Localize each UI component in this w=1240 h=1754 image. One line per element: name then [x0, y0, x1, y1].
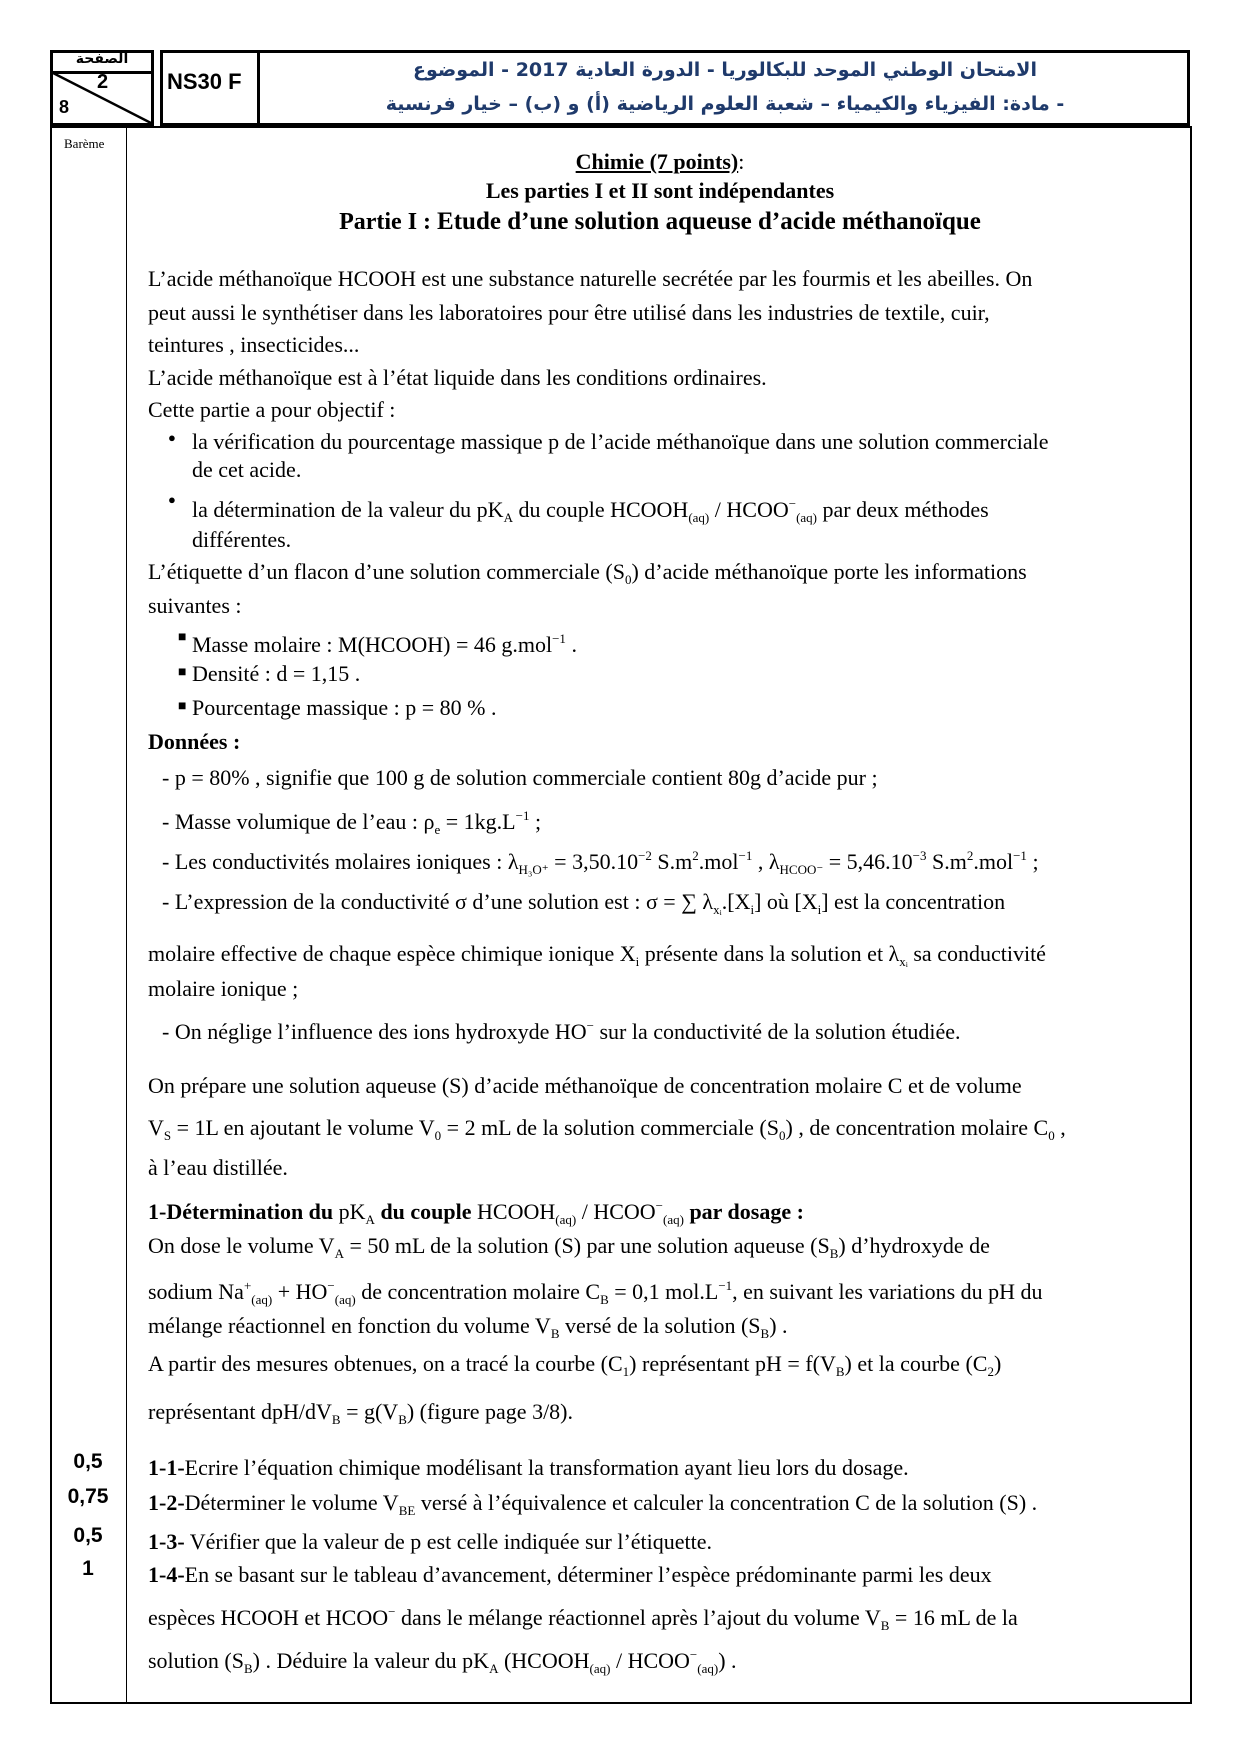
square-bullet-icon: ■	[178, 665, 187, 680]
exam-title-line1: الامتحان الوطني الموحد للبكالوريا - الدورة العادية 2017 - الموضوع	[413, 59, 1037, 81]
text-segment: du couple HCOOH	[512, 497, 689, 522]
text-segment: .	[565, 632, 577, 657]
subscript: (aq)	[697, 1661, 719, 1676]
text-segment: ) et la courbe (C	[844, 1351, 988, 1376]
text-segment: dans le mélange réactionnel après l’ajout du volume V	[395, 1605, 881, 1630]
text-segment: - p = 80% , signifie que 100 g de solution commerciale contient 80g d’acide pur ;	[162, 765, 878, 790]
text-segment: / HCOO	[709, 497, 789, 522]
text-segment: ] où [X	[754, 889, 818, 914]
text-segment: ) .	[718, 1648, 737, 1673]
text-segment: molaire effective de chaque espèce chimique ionique X	[148, 941, 636, 966]
subscript: B	[398, 1412, 407, 1427]
subscript: (aq)	[589, 1661, 611, 1676]
exam-title-line2: - مادة: الفيزياء والكيمياء – شعبة العلوم الرياضية (أ) و (ب) – خيار فرنسية	[385, 93, 1065, 115]
text-segment: - Les conductivités molaires ioniques : λ	[162, 849, 519, 874]
text-segment: - On néglige l’influence des ions hydroxyde HO	[162, 1019, 587, 1044]
text-line	[148, 558, 1027, 594]
text-segment: (HCOOH	[498, 1648, 590, 1673]
subscript: (aq)	[663, 1212, 684, 1227]
text-segment: = 1kg.L	[440, 809, 516, 834]
superscript: 2	[966, 848, 974, 863]
text-segment: du couple	[374, 1199, 478, 1224]
text-segment: Etude d’une solution aqueuse d’acide méthanoïque	[437, 208, 981, 235]
superscript: −1	[718, 1278, 733, 1293]
text-segment: Cette partie a pour objectif :	[148, 397, 396, 422]
text-line	[148, 396, 395, 424]
text-segment: molaire ionique ;	[148, 976, 299, 1001]
text-line	[148, 975, 298, 1003]
text-segment: 1-Détermination du	[148, 1199, 339, 1224]
text-segment: Masse molaire : M(HCOOH) = 46 g.mol	[192, 632, 553, 657]
superscript: 2	[692, 848, 699, 863]
text-segment: Données :	[148, 729, 241, 754]
subscript: (aq)	[796, 510, 817, 525]
text-segment: ) .	[769, 1313, 788, 1338]
text-line	[148, 1598, 1018, 1640]
text-segment: = 2 mL de la solution commerciale (S	[441, 1115, 779, 1140]
subscript: 0	[624, 572, 632, 587]
score-1: 0,5	[73, 1450, 103, 1473]
text-segment: :	[738, 149, 745, 174]
text-segment: la détermination de la valeur du pK	[192, 497, 504, 522]
text-segment: ,	[1054, 1115, 1066, 1140]
exam-header	[160, 50, 1190, 126]
text-line	[148, 1072, 1022, 1100]
text-line	[148, 1641, 737, 1683]
text-segment: de concentration molaire C	[355, 1279, 601, 1304]
text-segment: 1-3-	[148, 1529, 185, 1554]
text-line	[192, 625, 577, 659]
text-segment: , en suivant les variations du pH du	[732, 1279, 1043, 1304]
text-segment: ) d’acide méthanoïque porte les informations	[631, 559, 1027, 584]
text-segment: L’étiquette d’un flacon d’une solution commerciale (S	[148, 559, 625, 584]
text-segment: ) , de concentration molaire C	[785, 1115, 1049, 1140]
bullet-icon: ●	[168, 430, 176, 445]
superscript: −	[327, 1278, 335, 1293]
subscript: B	[243, 1661, 253, 1676]
text-segment: = g(V	[340, 1399, 399, 1424]
text-line	[148, 299, 990, 327]
text-segment: suivantes :	[148, 593, 242, 618]
text-line	[130, 148, 1190, 176]
text-segment: peut aussi le synthétiser dans les laboratoires pour être utilisé dans les industries de textile, cuir,	[148, 300, 990, 325]
subscript: B	[600, 1292, 609, 1307]
text-line	[162, 842, 1039, 884]
text-segment: 1-2-	[148, 1490, 185, 1515]
subscript: B	[835, 1364, 845, 1379]
text-segment: Les parties I et II sont indépendantes	[485, 178, 835, 203]
subscript: i	[750, 902, 755, 917]
subscript: A	[334, 1246, 344, 1261]
text-line	[130, 177, 1190, 205]
superscript: −	[689, 1647, 698, 1662]
subscript: e	[434, 822, 441, 837]
subscript: 2	[987, 1364, 994, 1379]
text-segment: Vérifier que la valeur de p est celle indiquée sur l’étiquette.	[184, 1529, 713, 1554]
text-line	[162, 764, 878, 792]
text-line	[192, 490, 989, 532]
text-segment: = 50 mL de la solution (S) par une solution aqueuse (S	[343, 1233, 830, 1258]
text-segment: ) (figure page 3/8).	[406, 1399, 574, 1424]
subscript: H₃O⁺	[518, 862, 549, 877]
text-line	[148, 1192, 804, 1234]
text-line	[148, 1312, 788, 1348]
text-segment: S.m	[926, 849, 967, 874]
text-line	[192, 660, 360, 688]
subscript: S	[163, 1128, 172, 1143]
text-segment: Chimie (7 points)	[575, 149, 739, 174]
superscript: −1	[552, 631, 566, 646]
text-segment: + HO	[272, 1279, 328, 1304]
text-segment: ) d’hydroxyde de	[838, 1233, 990, 1258]
bareme-label: Barème	[64, 136, 105, 151]
text-segment: )	[993, 1351, 1002, 1376]
text-segment: Ecrire l’équation chimique modélisant la transformation ayant lieu lors du dosage.	[184, 1455, 909, 1480]
text-line	[192, 694, 496, 722]
subscript: A	[365, 1212, 375, 1227]
text-line	[162, 802, 541, 844]
score-3: 0,5	[73, 1524, 103, 1547]
subscript: (aq)	[334, 1292, 356, 1307]
text-segment: .[X	[721, 889, 751, 914]
bullet-icon: ●	[168, 492, 176, 507]
text-segment: , λ	[752, 849, 780, 874]
text-segment: .mol	[973, 849, 1014, 874]
text-segment: représentant dpH/dV	[148, 1399, 332, 1424]
text-segment: teintures , insecticides...	[148, 332, 360, 357]
square-bullet-icon: ■	[178, 699, 187, 714]
text-line	[148, 1454, 909, 1482]
page-number-box	[50, 50, 154, 126]
subscript: 1	[622, 1364, 630, 1379]
text-segment: Densité : d = 1,15 .	[192, 661, 361, 686]
text-segment: - L’expression de la conductivité σ d’une solution est : σ = ∑ λ	[162, 889, 714, 914]
text-segment: mélange réactionnel en fonction du volume V	[148, 1313, 551, 1338]
text-segment: 1-4-	[148, 1562, 185, 1587]
square-bullet-icon: ■	[178, 630, 187, 645]
text-segment: = 3,50.10	[548, 849, 639, 874]
text-segment: par deux méthodes	[817, 497, 989, 522]
text-segment: versé à l’équivalence et calculer la concentration C de la solution (S) .	[415, 1490, 1038, 1515]
subscript: A	[503, 510, 513, 525]
text-segment: Partie I :	[339, 209, 438, 235]
text-segment: à l’eau distillée.	[148, 1155, 288, 1180]
text-segment: On prépare une solution aqueuse (S) d’acide méthanoïque de concentration molaire C et de volume	[148, 1073, 1022, 1098]
page-total: 8	[59, 97, 70, 117]
text-segment: A partir des mesures obtenues, on a tracé la courbe (C	[148, 1351, 623, 1376]
text-segment: espèces HCOOH et HCOO	[148, 1605, 389, 1630]
subscript: HCOO⁻	[779, 862, 824, 877]
superscript: −1	[515, 808, 530, 823]
text-line	[148, 1272, 1043, 1314]
subscript: 0	[1048, 1128, 1055, 1143]
text-line	[192, 428, 1048, 456]
text-line	[148, 1489, 1037, 1525]
subscript: xᵢ	[713, 902, 722, 917]
text-segment: L’acide méthanoïque HCOOH est une substance naturelle secrétée par les fourmis et les abeilles. On	[148, 266, 1033, 291]
text-line	[148, 1398, 573, 1434]
text-segment: L’acide méthanoïque est à l’état liquide dans les conditions ordinaires.	[148, 365, 767, 390]
text-segment: versé de la solution (S	[559, 1313, 761, 1338]
text-segment: Déterminer le volume V	[184, 1490, 399, 1515]
text-line	[148, 1350, 1001, 1386]
text-segment: - Masse volumique de l’eau : ρ	[162, 809, 435, 834]
subscript: B	[331, 1412, 341, 1427]
text-line	[148, 1114, 1066, 1150]
text-segment: ) . Déduire la valeur du pK	[252, 1648, 490, 1673]
text-segment: ) représentant pH = f(V	[629, 1351, 836, 1376]
text-segment: présente dans la solution et λ	[639, 941, 900, 966]
subscript: B	[880, 1618, 890, 1633]
text-line	[148, 940, 1046, 976]
text-line	[148, 728, 240, 756]
text-segment: ;	[1026, 849, 1039, 874]
text-line	[148, 592, 242, 620]
text-line	[148, 1232, 990, 1268]
text-segment: la vérification du pourcentage massique p de l’acide méthanoïque dans une solution commerciale	[192, 429, 1049, 454]
superscript: −	[788, 496, 797, 511]
page-label: الصفحة	[75, 51, 129, 67]
text-segment: = 0,1 mol.L	[608, 1279, 719, 1304]
text-line	[162, 1012, 961, 1046]
text-segment: ;	[529, 809, 542, 834]
text-segment: On dose le volume V	[148, 1233, 335, 1258]
subscript: (aq)	[251, 1292, 273, 1307]
text-segment: Pourcentage massique : p = 80 % .	[192, 695, 497, 720]
page-current: 2	[97, 71, 109, 93]
subscript: B	[760, 1326, 770, 1341]
superscript: −	[655, 1198, 663, 1213]
text-line	[130, 208, 1190, 236]
text-segment: sa conductivité	[907, 941, 1046, 966]
text-line	[148, 1528, 712, 1556]
text-segment: = 1L en ajoutant le volume V	[171, 1115, 435, 1140]
superscript: −	[388, 1604, 396, 1619]
text-line	[148, 331, 359, 359]
subscript: (aq)	[688, 510, 710, 525]
subscript: 0	[779, 1128, 786, 1143]
subscript: (aq)	[555, 1212, 577, 1227]
text-segment: solution (S	[148, 1648, 244, 1673]
subscript: i	[635, 954, 640, 969]
subscript: A	[489, 1661, 499, 1676]
text-segment: pK	[338, 1199, 366, 1224]
score-2: 0,75	[67, 1485, 109, 1508]
text-segment: HCOOH	[477, 1199, 556, 1224]
text-line	[148, 265, 1032, 293]
text-line	[192, 526, 291, 554]
text-line	[148, 1154, 288, 1182]
bareme-column-divider	[126, 126, 127, 1702]
superscript: −1	[1013, 848, 1027, 863]
subscript: B	[829, 1246, 839, 1261]
superscript: −	[586, 1018, 594, 1033]
text-segment: / HCOO	[576, 1199, 656, 1224]
subscript: xᵢ	[899, 954, 908, 969]
subscript: 0	[434, 1128, 442, 1143]
text-line	[148, 364, 767, 392]
superscript: −3	[912, 848, 927, 863]
text-line	[192, 456, 301, 484]
subscript: BE	[398, 1503, 416, 1518]
text-segment: = 16 mL de la	[889, 1605, 1018, 1630]
text-segment: V	[148, 1115, 164, 1140]
text-segment: = 5,46.10	[823, 849, 913, 874]
text-segment: de cet acide.	[192, 457, 302, 482]
text-line	[162, 888, 1005, 924]
text-segment: / HCOO	[610, 1648, 690, 1673]
text-segment: En se basant sur le tableau d’avancement, déterminer l’espèce prédominante parmi les deux	[184, 1562, 992, 1587]
exam-code: NS30 F	[167, 69, 242, 94]
superscript: −2	[638, 848, 652, 863]
superscript: +	[243, 1278, 252, 1293]
text-line	[148, 1561, 992, 1589]
text-segment: différentes.	[192, 527, 292, 552]
text-segment: ] est la concentration	[821, 889, 1006, 914]
text-segment: 1-1-	[148, 1455, 185, 1480]
text-segment: S.m	[651, 849, 693, 874]
subscript: B	[550, 1326, 560, 1341]
subscript: i	[817, 902, 822, 917]
superscript: −1	[738, 848, 753, 863]
text-segment: sodium Na	[148, 1279, 244, 1304]
text-segment: .mol	[698, 849, 739, 874]
score-4: 1	[82, 1557, 94, 1580]
text-segment: par dosage :	[683, 1199, 804, 1224]
text-segment: sur la conductivité de la solution étudiée.	[593, 1019, 961, 1044]
